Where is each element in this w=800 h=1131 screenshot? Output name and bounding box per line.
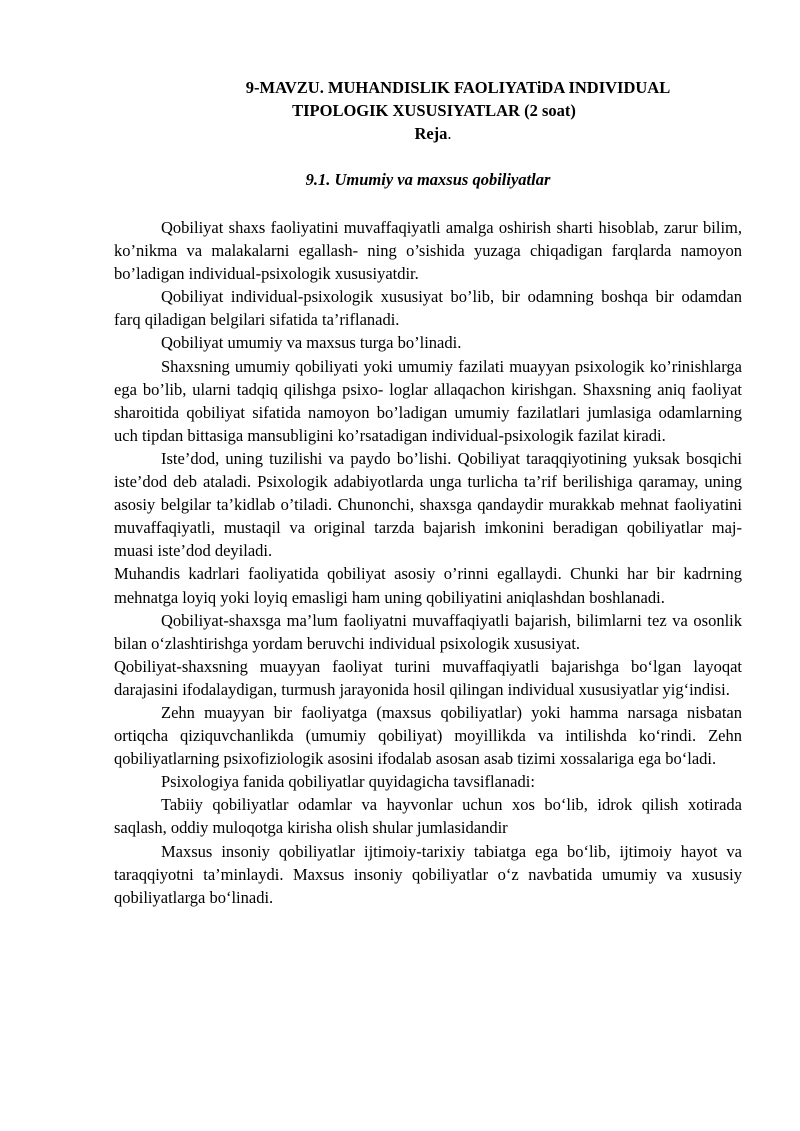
paragraph: Qobiliyat umumiy va maxsus turga bo’linadi.: [161, 333, 462, 353]
paragraph: Tabiiy qobiliyatlar odamlar va hayvonlar uchun xos bo‘lib, idrok qilish xotirada saqlash, oddiy muloqotga kirisha olish shular jumlasidandir: [114, 795, 742, 838]
plan-heading: [114, 122, 742, 145]
paragraph: Zehn muayyan bir faoliyatga (maxsus qobiliyatlar) yoki hamma narsaga nisbatan ortiqcha qiziquvchanlikda (umumiy qobiliyat) moyillikda va intilishda ko‘rindi. Zehn qobiliyatlarning psixofiziologik asosini ifodalab asosan asab tizimi xossalariga ega bo‘ladi.: [114, 702, 742, 769]
paragraph: Qobiliyat-shaxsning muayyan faoliyat turini muvaffaqiyatli bajarishga bo‘lgan layoqat darajasini ifodalaydigan, turmush jarayonida hosil qilingan individual xususiyatlar yig‘indisi.: [114, 656, 742, 699]
paragraph: Maxsus insoniy qobiliyatlar ijtimoiy-tarixiy tabiatga ega bo‘lib, ijtimoiy hayot va taraqqiyotni ta’minlaydi. Maxsus insoniy qobiliyatlar o‘z navbatida umumiy va xususiy qobiliyatlarga bo‘linadi.: [114, 841, 742, 907]
paragraph: Muhandis kadrlari faoliyatida qobiliyat asosiy o’rinni egallaydi. Chunki har bir kadrning mehnatga loyiq yoki loyiq emasligi ham uning qobiliyatini aniqlashdan boshlanadi.: [114, 564, 742, 607]
topic-title-line-1: 9-MAVZU. MUHANDISLIK FAOLIYATiDA INDIVIDUAL: [245, 78, 671, 97]
paragraph: Iste’dod, uning tuzilishi va paydo bo’lishi. Qobiliyat taraqqiyotining yuksak bosqichi iste’dod deb ataladi. Psixologik adabiyotlarda unga turlicha ta’rif berilishiga qaramay, uning asosiy belgilar ta’kidlab o’tiladi. Chunonchi, shaxsga qandaydir murakkab mehnat faoliyatini muvaffaqiyatli, mustaqil va original tarzda bajarish imkonini beradigan qobiliyatlar maj- muasi iste’dod deyiladi.: [114, 448, 742, 561]
paragraph: Qobiliyat-shaxsga ma’lum faoliyatni muvaffaqiyatli bajarish, bilimlarni tez va osonlik bilan o‘zlashtirishga yordam beruvchi individual psixologik xususiyat.: [114, 610, 742, 653]
paragraph: Shaxsning umumiy qobiliyati yoki umumiy fazilati muayyan psixologik ko’rinishlarga ega bo’lib, ularni tadqiq qilishga psixo- loglar allaqachon kirishgan. Shaxsning aniq faoliyat sharoitida qobiliyat sifatida namoyon bo’ladigan umumiy fazilatlari jumlasiga odamlarning uch tipdan bittasiga mansubligini ko’rsatadigan individual-psixologik fazilat kiradi.: [114, 356, 742, 445]
plan-label: Reja: [414, 124, 448, 143]
topic-title-line-2: TIPOLOGIK XUSUSIYATLAR (2 soat): [292, 101, 576, 120]
plan-dot: .: [447, 124, 452, 143]
paragraph: Psixologiya fanida qobiliyatlar quyidagicha tavsiflanadi:: [161, 772, 535, 792]
paragraph: Qobiliyat individual-psixologik xususiyat bo’lib, bir odamning boshqa bir odamdan farq qiladigan belgilari sifatida ta’riflanadi.: [114, 287, 742, 330]
document-header: [114, 76, 742, 145]
section-subtitle: 9.1. Umumiy va maxsus qobiliyatlar: [305, 170, 551, 189]
paragraph: Qobiliyat shaxs faoliyatini muvaffaqiyatli amalga oshirish sharti hisoblab, zarur bilim, ko’nikma va malakalarni egallash- ning o’sishida yuzaga chiqadigan farqlarda namoyon bo’ladigan individual-psixologik xususiyatdir.: [114, 218, 742, 284]
body-text: [114, 216, 742, 909]
